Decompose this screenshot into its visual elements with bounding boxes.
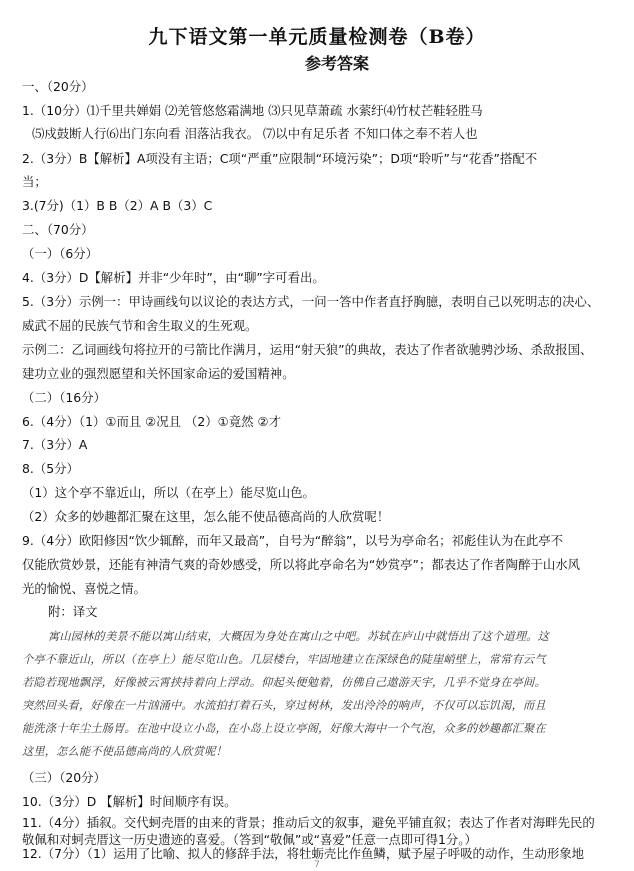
translation-line: 寓山园林的美景不能以寓山结束，大概因为身处在寓山之中吧。苏轼在庐山中就悟出了这个道理。这	[48, 630, 550, 643]
translation-line: 若隐若现地飘浮，好像被云霄挟持着向上浮动。仰起头便勉着，仿佛自己遨游天宇，几乎不觉身在亭间。	[22, 676, 546, 689]
subsection-heading: （三）（20分）	[22, 770, 106, 785]
answer-line: 10.（3分）D 【解析】时间顺序有误。	[22, 794, 237, 809]
answer-line: 当；	[22, 174, 47, 189]
subsection-heading: （一）（6分）	[22, 246, 99, 261]
answer-line: 6.（4分）（1）①而且 ②况且 （2）①竟然 ②才	[22, 414, 281, 429]
answer-line: 7.（3分）A	[22, 437, 88, 452]
translation-line: 个亭不靠近山，所以（在亭上）能尽览山色。几层楼台，牢固地建立在深绿色的陡崖峭壁上，常常有云气	[22, 653, 546, 666]
answer-line: 敬佩和对蚵壳厝这一历史遗迹的喜爱。（答到“敬佩”或“喜爱”任意一点即可得1分。）	[22, 832, 477, 847]
answer-line: 4.（3分）D【解析】并非“少年时”，由“聊”字可看出。	[22, 270, 325, 285]
answer-line: 光的愉悦、喜悦之情。	[22, 581, 146, 596]
answer-line: （1）这个亭不靠近山，所以（在亭上）能尽览山色。	[22, 485, 315, 500]
answer-line: 5.（3分）示例一：甲诗画线句以议论的表达方式，一问一答中作者直抒胸臆，表明自己以死明志的决心、	[22, 294, 600, 309]
answer-line: 2.（3分）B【解析】A项没有主语；C项“严重”应限制“环境污染”；D项“聆听”与“花香”搭配不	[22, 151, 538, 166]
answer-line: 1.（10分）⑴千里共婵娟 ⑵羌管悠悠霜满地 ⑶只见草萧疏 水萦纡⑷竹杖芒鞋轻胜马	[22, 103, 483, 118]
answer-line: 威武不屈的民族气节和舍生取义的生死观。	[22, 318, 258, 333]
page-number: 7	[314, 860, 320, 870]
translation-line: 这里，怎么能不使品德高尚的人欣赏呢！	[22, 745, 227, 758]
translation-heading: 附：译文	[48, 604, 98, 619]
answer-line: 3.(7分)（1）B B（2）A B（3）C	[22, 198, 213, 213]
page-subtitle: 参考答案	[304, 54, 369, 73]
translation-line: 能洗涤十年尘土肠胃。在池中设立小岛，在小岛上设立亭阁，好像大海中一个气泡，众多的妙趣都汇聚在	[22, 722, 546, 735]
section-heading: 二、（70分）	[22, 222, 94, 237]
answer-line: （2）众多的妙趣都汇聚在这里，怎么能不使品德高尚的人欣赏呢！	[22, 509, 390, 524]
answer-line: 仅能欣赏妙景，还能有神清气爽的奇妙感受，所以将此亭命名为“妙赏亭”；都表达了作者陶醉于山水风	[22, 557, 581, 572]
translation-line: 突然回头看，好像在一片汹涌中。水流拍打着石头，穿过树林，发出泠泠的响声，不仅可以忘饥渴，而且	[22, 699, 546, 712]
answer-line: 8.（5分）	[22, 461, 79, 476]
section-heading: 一、（20分）	[22, 79, 94, 94]
subsection-heading: （二）（16分）	[22, 390, 106, 405]
answer-line: 9.（4分）欧阳修因“饮少辄醉，而年又最高”，自号为“醉翁”，以号为亭命名；祁彪佳认为在此亭不	[22, 533, 564, 548]
answer-line: 示例二：乙词画线句将拉开的弓箭比作满月，运用“射天狼”的典故，表达了作者欲驰骋沙场、杀敌报国、	[22, 342, 593, 357]
answer-line: 12.（7分）（1）运用了比喻、拟人的修辞手法，将牡蛎壳比作鱼鳞，赋予屋子呼吸的动作，生动形象地	[22, 846, 585, 861]
page-title: 九下语文第一单元质量检测卷（B卷）	[148, 26, 486, 48]
answer-line: 11.（4分）插叙。交代蚵壳厝的由来的背景；推动后文的叙事，避免平铺直叙；表达了作者对海畔先民的	[22, 815, 595, 830]
answer-line: ⑸戍鼓断人行⑹出门东向看 泪落沾我衣。 ⑺以中有足乐者 不知口体之奉不若人也	[32, 126, 478, 141]
answer-line: 建功立业的强烈愿望和关怀国家命运的爱国精神。	[22, 366, 295, 381]
